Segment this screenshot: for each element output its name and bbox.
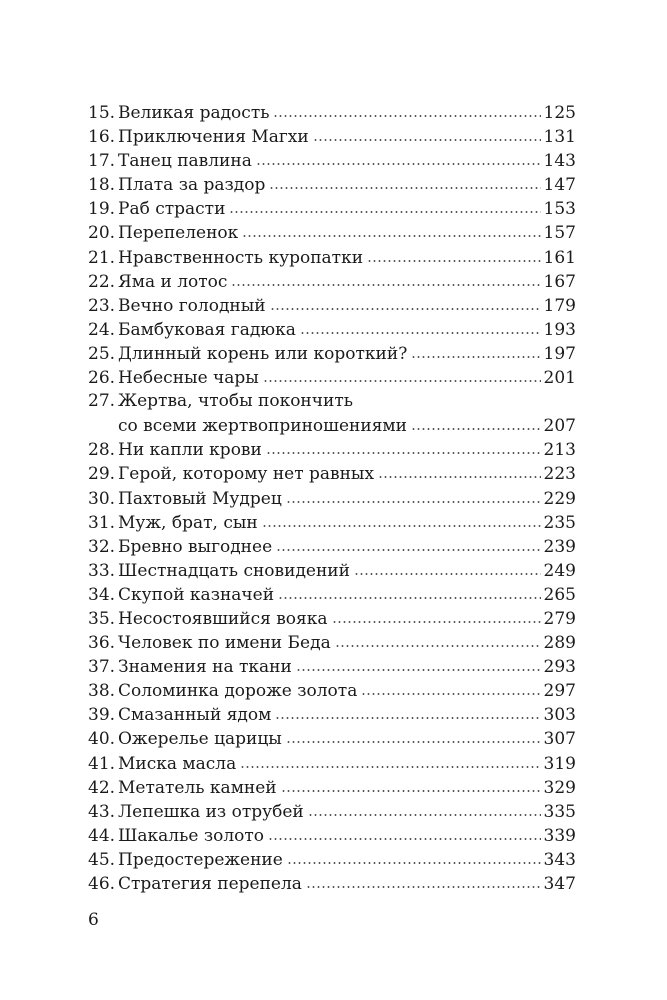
- entry-page: 249: [543, 560, 576, 581]
- entry-title: Плата за раздор: [118, 175, 266, 196]
- entry-title: Миска масла: [118, 753, 237, 774]
- entry-title: Лепешка из отрубей: [118, 801, 304, 822]
- dot-leader: [378, 461, 540, 479]
- entry-number: 45.: [88, 849, 116, 870]
- entry-number: 42.: [88, 777, 116, 798]
- toc-entry: [88, 269, 576, 293]
- toc-entry: [88, 124, 576, 148]
- entry-page: 229: [543, 488, 576, 509]
- dot-leader: [270, 293, 541, 311]
- entry-number: 15.: [88, 103, 116, 123]
- toc-entry: [88, 389, 576, 413]
- entry-number: 31.: [88, 512, 116, 533]
- entry-page: 293: [543, 657, 576, 678]
- entry-title: Шестнадцать сновидений: [118, 560, 350, 581]
- dot-leader: [256, 148, 541, 166]
- entry-number: 33.: [88, 560, 116, 581]
- toc-entry: [88, 799, 576, 823]
- entry-page: 213: [543, 440, 576, 461]
- entry-page: 125: [543, 103, 576, 123]
- entry-page: 235: [543, 512, 576, 533]
- entry-number: 29.: [88, 464, 116, 485]
- entry-page: 335: [543, 801, 576, 822]
- entry-number: 22.: [88, 271, 116, 292]
- dot-leader: [276, 534, 540, 552]
- toc-entry: [88, 678, 576, 702]
- entry-page: 167: [543, 271, 576, 292]
- entry-title: Бамбуковая гадюка: [118, 319, 296, 340]
- entry-page: 157: [543, 223, 576, 244]
- entry-title: Нравственность куропатки: [118, 247, 364, 268]
- entry-page: 329: [543, 777, 576, 798]
- entry-number: 30.: [88, 488, 116, 509]
- entry-title: Знамения на ткани: [118, 657, 292, 678]
- dot-leader: [262, 510, 541, 528]
- dot-leader: [332, 606, 541, 624]
- entry-number: 38.: [88, 681, 116, 702]
- dot-leader: [411, 341, 540, 359]
- toc-entry: [88, 100, 576, 124]
- entry-number: 24.: [88, 319, 116, 340]
- toc-entry: [88, 751, 576, 775]
- dot-leader: [296, 654, 541, 672]
- entry-title: Предостережение: [118, 849, 283, 870]
- entry-number: 46.: [88, 874, 116, 894]
- dot-leader: [306, 871, 541, 889]
- toc-entry: [88, 871, 576, 895]
- entry-title: Шакалье золото: [118, 825, 264, 846]
- entry-title: Пахтовый Мудрец: [118, 488, 282, 509]
- entry-page: 143: [543, 151, 576, 172]
- entry-title: Ни капли крови: [118, 440, 262, 461]
- entry-number: 27.: [88, 391, 116, 412]
- entry-number: 43.: [88, 801, 116, 822]
- dot-leader: [240, 751, 540, 769]
- entry-number: 36.: [88, 633, 116, 654]
- dot-leader: [335, 630, 541, 648]
- dot-leader: [287, 847, 541, 865]
- entry-title: Яма и лотос: [118, 271, 228, 292]
- dot-leader: [269, 172, 540, 190]
- toc-entry: [88, 606, 576, 630]
- entry-title: Стратегия перепела: [118, 874, 302, 894]
- entry-title: Жертва, чтобы покончить: [118, 391, 353, 412]
- entry-title: Несостоявшийся вояка: [118, 608, 328, 629]
- toc-entry: [88, 630, 576, 654]
- entry-title: Небесные чары: [118, 368, 259, 389]
- dot-leader: [367, 245, 541, 263]
- toc-entry: [88, 847, 576, 871]
- dot-leader: [231, 269, 540, 287]
- entry-page: 201: [543, 368, 576, 389]
- entry-page: 147: [543, 175, 576, 196]
- entry-number: 16.: [88, 127, 116, 148]
- page-number: 6: [88, 910, 99, 930]
- toc-entry: [88, 341, 576, 365]
- entry-title: Скупой казначей: [118, 584, 275, 605]
- dot-leader: [308, 799, 541, 817]
- dot-leader: [286, 726, 541, 744]
- entry-title: Бревно выгоднее: [118, 536, 273, 557]
- entry-page: 343: [543, 849, 576, 870]
- toc-entry: [88, 582, 576, 606]
- entry-number: 17.: [88, 151, 116, 172]
- toc-entry: [88, 437, 576, 461]
- entry-page: 153: [543, 199, 576, 220]
- entry-number: 34.: [88, 584, 116, 605]
- toc-entry: [88, 220, 576, 244]
- dot-leader: [278, 582, 540, 600]
- entry-title: Перепеленок: [118, 223, 239, 244]
- entry-page: 265: [543, 584, 576, 605]
- toc-entry: [88, 823, 576, 847]
- entry-title: Метатель камней: [118, 777, 277, 798]
- entry-number: 21.: [88, 247, 116, 268]
- entry-number: 37.: [88, 657, 116, 678]
- entry-number: 20.: [88, 223, 116, 244]
- entry-page: 131: [543, 127, 576, 148]
- entry-page: 193: [543, 319, 576, 340]
- toc-entry: [88, 654, 576, 678]
- entry-title: Вечно голодный: [118, 295, 266, 316]
- dot-leader: [268, 823, 541, 841]
- entry-title: Длинный корень или короткий?: [118, 343, 408, 364]
- entry-page: 289: [543, 633, 576, 654]
- entry-page: 347: [543, 874, 576, 894]
- entry-title: Приключения Магхи: [118, 127, 309, 148]
- toc-entry: [88, 534, 576, 558]
- entry-page: 303: [543, 705, 576, 726]
- toc-entry: [88, 148, 576, 172]
- toc-entry: [88, 196, 576, 220]
- entry-title: Ожерелье царицы: [118, 729, 282, 750]
- entry-title: Человек по имени Беда: [118, 633, 331, 654]
- dot-leader: [229, 196, 540, 214]
- toc-entry: [88, 461, 576, 485]
- entry-number: 23.: [88, 295, 116, 316]
- toc-entry: [88, 245, 576, 269]
- table-of-contents: [88, 100, 576, 895]
- toc-entry: [88, 558, 576, 582]
- entry-number: 41.: [88, 753, 116, 774]
- toc-entry: [88, 172, 576, 196]
- entry-title-continuation: со всеми жертвоприношениями: [118, 416, 407, 437]
- entry-page: 161: [543, 247, 576, 268]
- entry-number: 28.: [88, 440, 116, 461]
- dot-leader: [266, 437, 541, 455]
- toc-entry: [88, 726, 576, 750]
- dot-leader: [300, 317, 541, 335]
- dot-leader: [275, 702, 540, 720]
- toc-entry: [88, 775, 576, 799]
- entry-page: 197: [543, 343, 576, 364]
- dot-leader: [313, 124, 541, 142]
- entry-title: Герой, которому нет равных: [118, 464, 375, 485]
- entry-title: Муж, брат, сын: [118, 512, 258, 533]
- entry-page: 207: [543, 416, 576, 437]
- dot-leader: [273, 100, 540, 118]
- entry-number: 39.: [88, 705, 116, 726]
- toc-entry: [88, 486, 576, 510]
- dot-leader: [281, 775, 541, 793]
- toc-entry: [88, 293, 576, 317]
- entry-title: Раб страсти: [118, 199, 226, 220]
- entry-title: Великая радость: [118, 103, 270, 123]
- entry-page: 279: [543, 608, 576, 629]
- entry-page: 179: [543, 295, 576, 316]
- entry-number: 35.: [88, 608, 116, 629]
- entry-page: 297: [543, 681, 576, 702]
- entry-title: Танец павлина: [118, 151, 252, 172]
- toc-entry: [88, 317, 576, 341]
- dot-leader: [242, 220, 540, 238]
- dot-leader: [263, 365, 541, 383]
- toc-entry: [88, 702, 576, 726]
- entry-page: 307: [543, 729, 576, 750]
- dot-leader: [411, 413, 541, 431]
- toc-entry: [88, 510, 576, 534]
- entry-number: 40.: [88, 729, 116, 750]
- entry-title: Соломинка дороже золота: [118, 681, 358, 702]
- entry-page: 339: [543, 825, 576, 846]
- entry-number: 18.: [88, 175, 116, 196]
- entry-number: 44.: [88, 825, 116, 846]
- entry-page: 319: [543, 753, 576, 774]
- toc-entry: [88, 365, 576, 389]
- toc-entry-continuation: [88, 413, 576, 437]
- entry-number: 26.: [88, 368, 116, 389]
- dot-leader: [286, 486, 541, 504]
- entry-number: 32.: [88, 536, 116, 557]
- entry-number: 25.: [88, 343, 116, 364]
- dot-leader: [354, 558, 541, 576]
- entry-page: 223: [543, 464, 576, 485]
- entry-page: 239: [543, 536, 576, 557]
- entry-number: 19.: [88, 199, 116, 220]
- dot-leader: [361, 678, 540, 696]
- entry-title: Смазанный ядом: [118, 705, 272, 726]
